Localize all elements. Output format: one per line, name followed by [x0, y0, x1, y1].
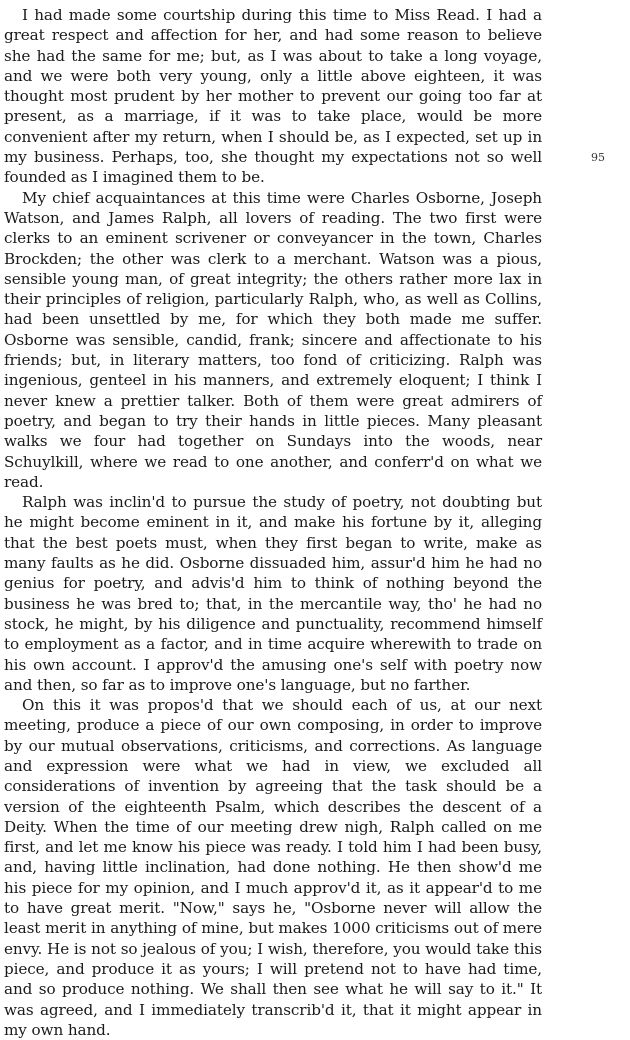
paragraph-courtship: I had made some courtship during this time to Miss Read. I had a great respect and affection for her, and had some reason to believe she had the same for me; but, as I was about to take a long voyage, and we were both very young, only a little above eighteen, it was thought most prudent by her mother to prevent our going too far at present, as a marriage, if it was to take place, would be more convenient after my return, when I should be, as I expected, set up in my business. Perhaps, too, she thought my expectations not so well founded as I imagined them to be. — [4, 6, 542, 187]
paragraph-ralph-poetry: Ralph was inclin'd to pursue the study of poetry, not doubting but he might become eminent in it, and make his fortune by it, alleging that the best poets must, when they first began to write, make as many faults as he did. Osborne dissuaded him, assur'd him he had no genius for poetry, and advis'd him to think of nothing beyond the business he was bred to; that, in the mercantile way, tho' he had no stock, he might, by his diligence and punctuality, recommend himself to employment as a factor, and in time acquire wherewith to trade on his own account. I approv'd the amusing one's self with poetry now and then, so far as to improve one's language, but no farther. — [4, 493, 542, 694]
paragraph-acquaintances: My chief acquaintances at this time were Charles Osborne, Joseph Watson, and James Ralph, all lovers of reading. The two first were clerks to an eminent scrivener or conveyancer in the town, Charles Brockden; the other was clerk to a merchant. Watson was a pious, sensible young man, of great integrity; the others rather more lax in their principles of religion, particularly Ralph, who, as well as Collins, had been unsettled by me, for which they both made me suffer. Osborne was sensible, candid, frank; sincere and affectionate to his friends; but, in literary matters, too fond of criticizing. Ralph was ingenious, genteel in his manners, and extremely eloquent; I think I never knew a prettier talker. Both of them were great admirers of poetry, and began to try their hands in little pieces. Many pleasant walks we four had together on Sundays into the woods, near Schuylkill, where we read to one another, and conferr'd on what we read. — [4, 188, 542, 491]
paragraph-psalm-contest: On this it was propos'd that we should each of us, at our next meeting, produce a piece of our own composing, in order to improve by our mutual observations, criticisms, and corrections. As language and expression were what we had in view, we excluded all considerations of invention by agreeing that the task should be a version of the eighteenth Psalm, which describes the descent of a Deity. When the time of our meeting drew nigh, Ralph called on me first, and let me know his piece was ready. I told him I had been busy, and, having little inclination, had done nothing. He then show'd me his piece for my opinion, and I much approv'd it, as it appear'd to me to have great merit. "Now," says he, "Osborne never will allow the least merit in anything of mine, but makes 1000 criticisms out of mere envy. He is not so jealous of you; I wish, therefore, you would take this piece, and produce it as yours; I will pretend not to have had time, and so produce nothing. We shall then see what he will say to it." It was agreed, and I immediately transcrib'd it, that it might appear in my own hand. — [4, 696, 542, 1039]
page-number: 95 — [591, 151, 605, 164]
body-text — [4, 5, 542, 1040]
